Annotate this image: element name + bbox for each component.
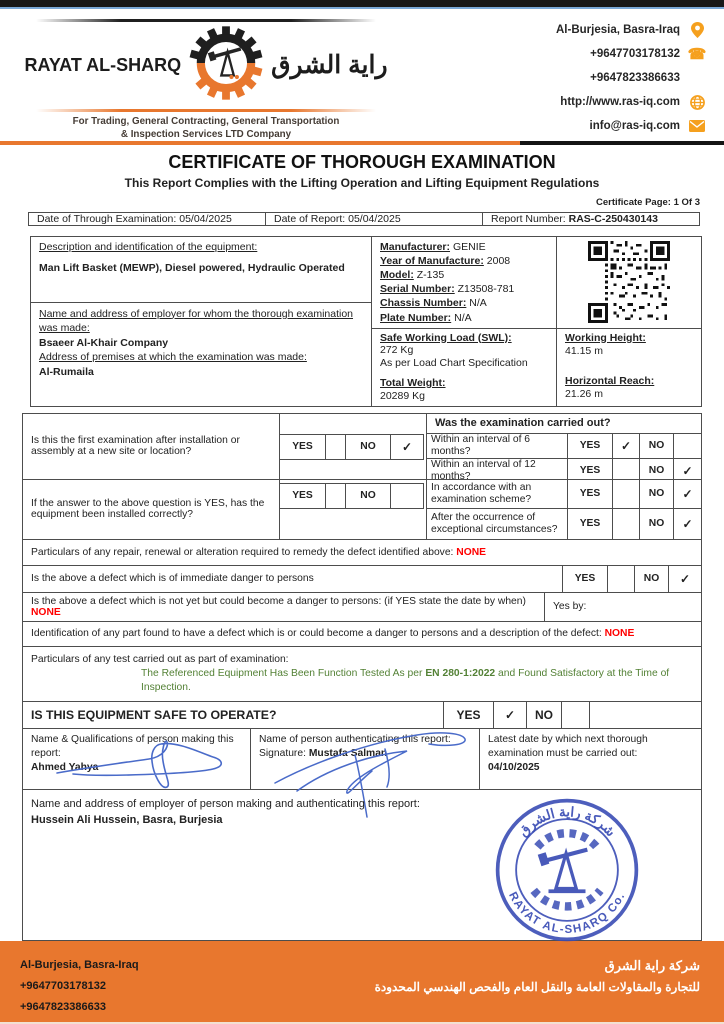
pumpjack-gear-icon: [187, 24, 265, 107]
interval-6-months-row: Within an interval of 6 months? YES ✓ NO: [427, 434, 701, 459]
safe-to-operate-row: IS THIS EQUIPMENT SAFE TO OPERATE? YES ✓ NO: [23, 702, 701, 729]
dates-table: [28, 212, 700, 226]
location-pin-icon: [688, 23, 706, 38]
tagline-line1: For Trading, General Contracting, General Transportation: [72, 115, 340, 127]
contact-phone2: +9647823386633: [386, 71, 706, 86]
phone-icon: ☎: [687, 46, 707, 64]
defect-identification-row: Identification of any part found to have a defect which is or could become a danger to persons and a description of the defect: NONE: [23, 622, 701, 647]
globe-icon: [688, 95, 706, 110]
header: [0, 9, 724, 141]
page-subtitle: This Report Complies with the Lifting Operation and Lifting Equipment Regulations: [124, 175, 600, 190]
authenticator-cell: Name of person authenticating this report: Signature: Mustafa Salman: [251, 729, 480, 789]
company-name-en: RAYAT AL-SHARQ: [24, 54, 182, 75]
footer-description-ar: للتجارة والمقاولات العامة والنقل العام والفحص الهندسي المحدودة: [374, 979, 700, 994]
working-height-cell: Working Height: 41.15 m Horizontal Reach: 21.26 m: [565, 331, 655, 401]
maker-name: Ahmed Yahya: [31, 761, 99, 773]
report-employer-row: Name and address of employer of person making and authenticating this report: Hussein Ali Hussein, Basra, Burjesia شركة راية الشرق RAYAT AL-SHARQ Co.: [23, 790, 701, 940]
footer-company-ar: شركة راية الشرق: [604, 957, 700, 973]
yes-label: YES: [292, 441, 313, 453]
next-examination-date: 04/10/2025: [488, 761, 540, 773]
installed-yes-no-box: [279, 483, 424, 509]
stamp-top-text: شركة راية الشرق: [515, 803, 619, 839]
yes-mark-cell: [325, 435, 345, 459]
report-maker-cell: Name & Qualifications of person making this report: Ahmed Yahya: [23, 729, 251, 789]
page-title: CERTIFICATE OF THOROUGH EXAMINATION: [168, 151, 556, 172]
question-first-examination: Is this the first examination after installation or assembly at a new site or location?: [23, 414, 279, 480]
date-of-report: Date of Report: 05/04/2025: [266, 213, 483, 225]
immediate-danger-row: Is the above a defect which is of immediate danger to persons YES NO ✓: [23, 566, 701, 593]
repair-particulars-row: Particulars of any repair, renewal or alteration required to remedy the defect identified above: NONE: [23, 539, 701, 566]
exceptional-circumstances-row: After the occurrence of exceptional circumstances? YES NO ✓: [427, 509, 701, 539]
first-exam-yes-no-box: [279, 434, 424, 460]
interval-12-months-row: Within an interval of 12 months? YES NO ✓: [427, 459, 701, 480]
logo-swoosh-top: [36, 19, 376, 22]
carried-out-header: Was the examination carried out?: [427, 414, 701, 434]
yes-by-cell: Yes by:: [553, 601, 587, 613]
contact-icon-spacer: [688, 71, 706, 86]
header-contacts: [386, 17, 706, 141]
equipment-description-cell: Description and identification of the equipment: Man Lift Basket (MEWP), Diesel powered, Hydraulic Operated: [31, 237, 371, 303]
footer-phone2: +9647823386633: [20, 1000, 106, 1013]
tagline-line2: & Inspection Services LTD Company: [120, 128, 292, 140]
company-name-ar: راية الشرق: [271, 51, 388, 80]
question-installed-correctly: If the answer to the above question is YES, has the equipment been installed correctly?: [31, 498, 265, 521]
report-number: Report Number: RAS-C-250430143: [491, 212, 658, 225]
contact-email: info@ras-iq.com: [386, 119, 706, 134]
company-logo: [26, 17, 386, 141]
yes-mark-cell: [325, 484, 345, 508]
company-stamp: [493, 796, 641, 950]
footer-phone1: +9647703178132: [20, 979, 106, 992]
examination-table: [22, 413, 702, 941]
examination-scheme-row: In accordance with an examination scheme? YES NO ✓: [427, 480, 701, 509]
header-divider: [0, 141, 724, 145]
date-of-examination: Date of Through Examination: 05/04/2025: [29, 213, 266, 225]
certificate-page-label: Certificate Page: 1 Of 3: [595, 196, 700, 208]
logo-swoosh-bottom: [36, 109, 376, 112]
signature-row: [23, 729, 701, 790]
envelope-icon: [688, 119, 706, 134]
no-mark-cell: [390, 484, 423, 508]
authenticator-name: Mustafa Salman: [308, 747, 388, 759]
report-employer-value: Hussein Ali Hussein, Basra, Burjesia: [31, 813, 223, 826]
next-examination-cell: Latest date by which next thorough examination must be carried out: 04/10/2025: [480, 729, 701, 789]
equipment-table: [30, 236, 702, 407]
contact-address: Al-Burjesia, Basra-Iraq: [386, 23, 706, 38]
manufacturer-info-cell: Manufacturer: GENIE Year of Manufacture: 2008 Model: Z-135 Serial Number: Z13508-781 Chassis Number: N/A Plate Number: N/A: [372, 237, 557, 328]
top-black-bar: [0, 0, 724, 9]
contact-website: http://www.ras-iq.com: [386, 95, 706, 110]
no-label: NO: [345, 484, 390, 508]
no-mark-cell: ✓: [390, 435, 423, 459]
yes-label: YES: [292, 490, 313, 502]
qr-code: [557, 237, 701, 328]
footer-address: Al-Burjesia, Basra-Iraq: [20, 958, 139, 971]
no-label: NO: [345, 435, 390, 459]
swl-cell: Safe Working Load (SWL): 272 Kg As per Load Chart Specification Total Weight: 20289 Kg: [372, 329, 557, 406]
stamp-bottom-text: RAYAT AL-SHARQ Co.: [506, 889, 628, 936]
employer-cell: Name and address of employer for whom the thorough examination was made: Bsaeer Al-Khair Company Address of premises at which the examination was made: Al-Rumaila: [39, 307, 354, 378]
test-particulars-row: Particulars of any test carried out as part of examination: The Referenced Equipment Has Been Function Tested As per EN 280-1:2022 and Found Satisfactory at the Time of Inspection.: [23, 647, 701, 702]
future-danger-row: Is the above a defect which is not yet but could become a danger to persons: (if YES state the date by when) NONE Yes by:: [23, 593, 701, 622]
contact-phone1: +9647703178132 ☎: [590, 46, 707, 64]
footer: [0, 941, 724, 1022]
